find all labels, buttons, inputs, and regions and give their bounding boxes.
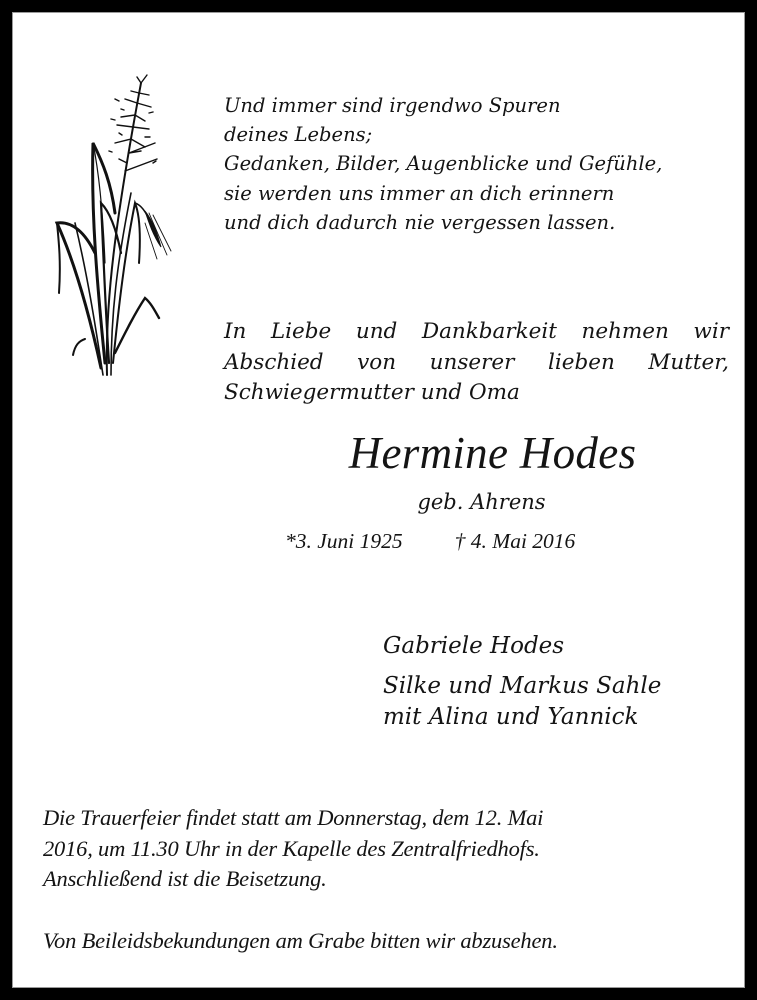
grass-plant-icon [45, 63, 185, 378]
intro-line: Abschied von unserer lieben Mutter, [224, 349, 729, 375]
poem-line: sie werden uns immer an dich erinnern [224, 181, 615, 205]
service-line: 2016, um 11.30 Uhr in der Kapelle des Zentralfriedhofs. [43, 835, 540, 861]
funeral-service-info [43, 803, 543, 895]
poem-line: Und immer sind irgendwo Spuren [224, 94, 561, 117]
obituary-card [12, 12, 745, 988]
service-line: Anschließend ist die Beisetzung. [43, 866, 327, 891]
birth-date: *3. Juni 1925 [285, 529, 403, 553]
poem-line: und dich dadurch nie vergessen lassen. [224, 210, 616, 234]
intro-line: In Liebe und Dankbarkeit nehmen wir [224, 319, 729, 344]
family-member: mit Alina und Yannick [383, 704, 639, 730]
poem-line: Gedanken, Bilder, Augenblicke und Gefühle, [224, 152, 663, 176]
intro-line: Schwiegermutter und Oma [224, 380, 520, 406]
family-member: Silke und Markus Sahle [383, 673, 662, 699]
farewell-intro [224, 317, 729, 409]
deceased-name: Hermine Hodes [348, 428, 637, 478]
mourning-family [383, 631, 661, 733]
family-member: Gabriele Hodes [383, 633, 565, 659]
death-date: † 4. Mai 2016 [454, 529, 576, 553]
condolence-request: Von Beileidsbekundungen am Grabe bitten wir abzusehen. [43, 928, 558, 953]
life-dates [285, 527, 575, 555]
service-line: Die Trauerfeier findet statt am Donnerstag, dem 12. Mai [43, 805, 544, 830]
poem-line: deines Lebens; [224, 123, 373, 147]
maiden-name: geb. Ahrens [417, 490, 546, 514]
memorial-poem [224, 91, 662, 237]
